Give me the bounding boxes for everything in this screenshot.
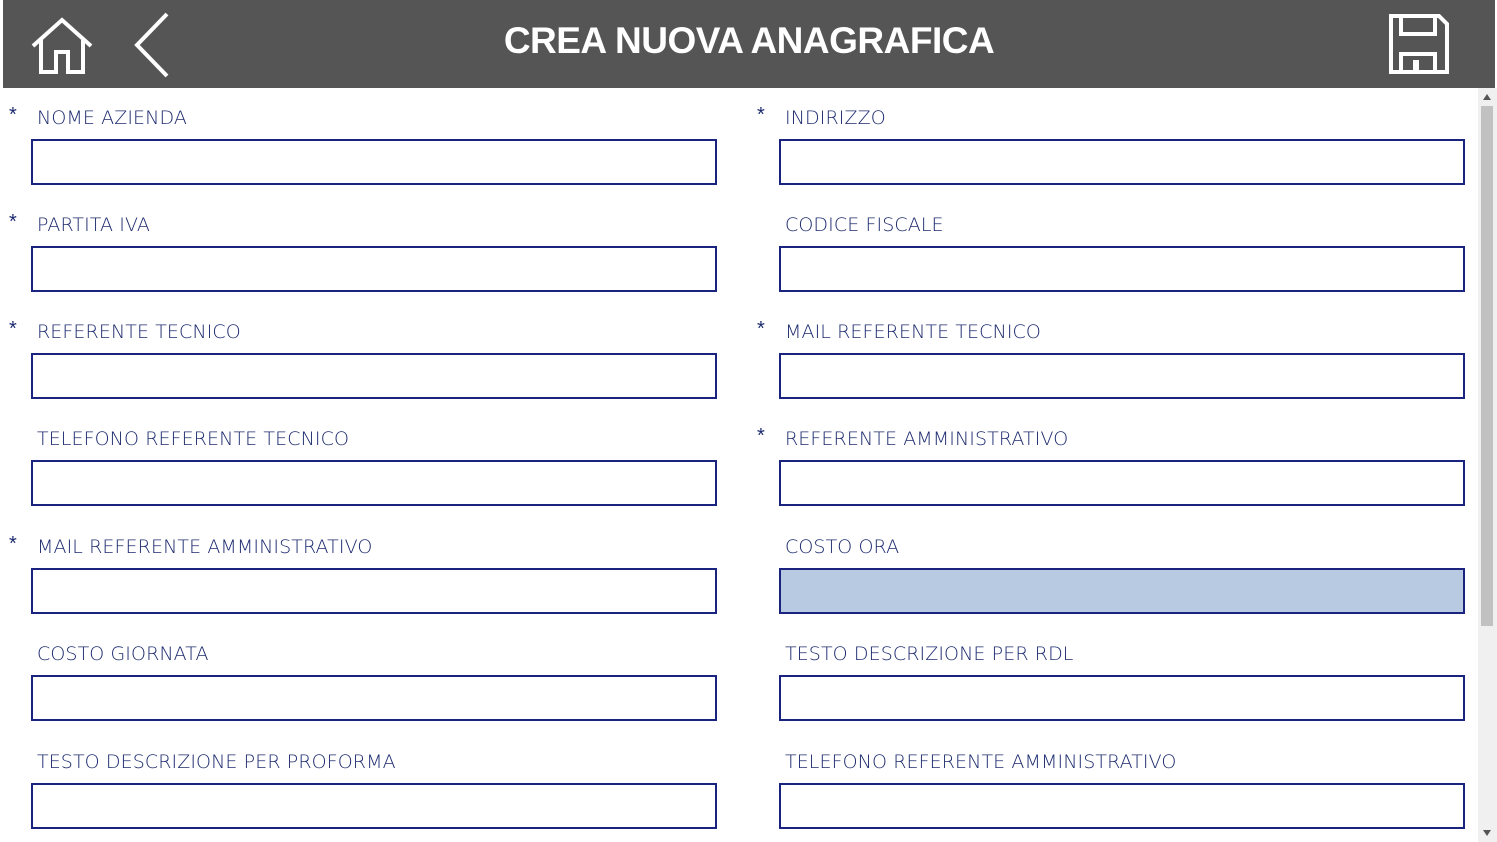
telefono-referente-tecnico-input[interactable] bbox=[31, 460, 717, 506]
save-button[interactable] bbox=[1385, 12, 1451, 76]
field-label: COSTO ORA bbox=[785, 536, 900, 558]
scrollbar-thumb[interactable] bbox=[1481, 106, 1493, 626]
field-label: NOME AZIENDA bbox=[37, 107, 187, 129]
field-label: TESTO DESCRIZIONE PER PROFORMA bbox=[37, 751, 396, 773]
required-marker: * bbox=[757, 318, 765, 340]
codice-fiscale-input[interactable] bbox=[779, 246, 1465, 292]
field-label: TELEFONO REFERENTE TECNICO bbox=[37, 428, 350, 450]
referente-amministrativo-input[interactable] bbox=[779, 460, 1465, 506]
scroll-up-arrow-icon[interactable] bbox=[1483, 94, 1491, 100]
field-label: TESTO DESCRIZIONE PER RDL bbox=[785, 643, 1074, 665]
app-header bbox=[3, 0, 1495, 88]
field-label: REFERENTE AMMINISTRATIVO bbox=[785, 428, 1069, 450]
required-marker: * bbox=[9, 533, 17, 555]
field-label: MAIL REFERENTE TECNICO bbox=[785, 321, 1041, 343]
field-label: REFERENTE TECNICO bbox=[37, 321, 241, 343]
required-marker: * bbox=[9, 211, 17, 233]
floppy-disk-icon bbox=[1385, 12, 1451, 76]
scroll-down-arrow-icon[interactable] bbox=[1483, 830, 1491, 836]
telefono-referente-amministrativo-input[interactable] bbox=[779, 783, 1465, 829]
costo-ora-input[interactable] bbox=[779, 568, 1465, 614]
mail-referente-amministrativo-input[interactable] bbox=[31, 568, 717, 614]
costo-giornata-input[interactable] bbox=[31, 675, 717, 721]
field-label: PARTITA IVA bbox=[37, 214, 150, 236]
required-marker: * bbox=[9, 318, 17, 340]
mail-referente-tecnico-input[interactable] bbox=[779, 353, 1465, 399]
required-marker: * bbox=[9, 104, 17, 126]
testo-descrizione-proforma-input[interactable] bbox=[31, 783, 717, 829]
referente-tecnico-input[interactable] bbox=[31, 353, 717, 399]
field-label: INDIRIZZO bbox=[785, 107, 886, 129]
page-title: CREA NUOVA ANAGRAFICA bbox=[503, 20, 995, 61]
form-area bbox=[0, 88, 1478, 842]
field-label: TELEFONO REFERENTE AMMINISTRATIVO bbox=[785, 751, 1177, 773]
indirizzo-input[interactable] bbox=[779, 139, 1465, 185]
testo-descrizione-rdl-input[interactable] bbox=[779, 675, 1465, 721]
required-marker: * bbox=[757, 104, 765, 126]
field-label: MAIL REFERENTE AMMINISTRATIVO bbox=[37, 536, 373, 558]
field-label: COSTO GIORNATA bbox=[37, 643, 209, 665]
vertical-scrollbar[interactable] bbox=[1478, 88, 1497, 842]
partita-iva-input[interactable] bbox=[31, 246, 717, 292]
nome-azienda-input[interactable] bbox=[31, 139, 717, 185]
field-label: CODICE FISCALE bbox=[785, 214, 944, 236]
required-marker: * bbox=[757, 425, 765, 447]
